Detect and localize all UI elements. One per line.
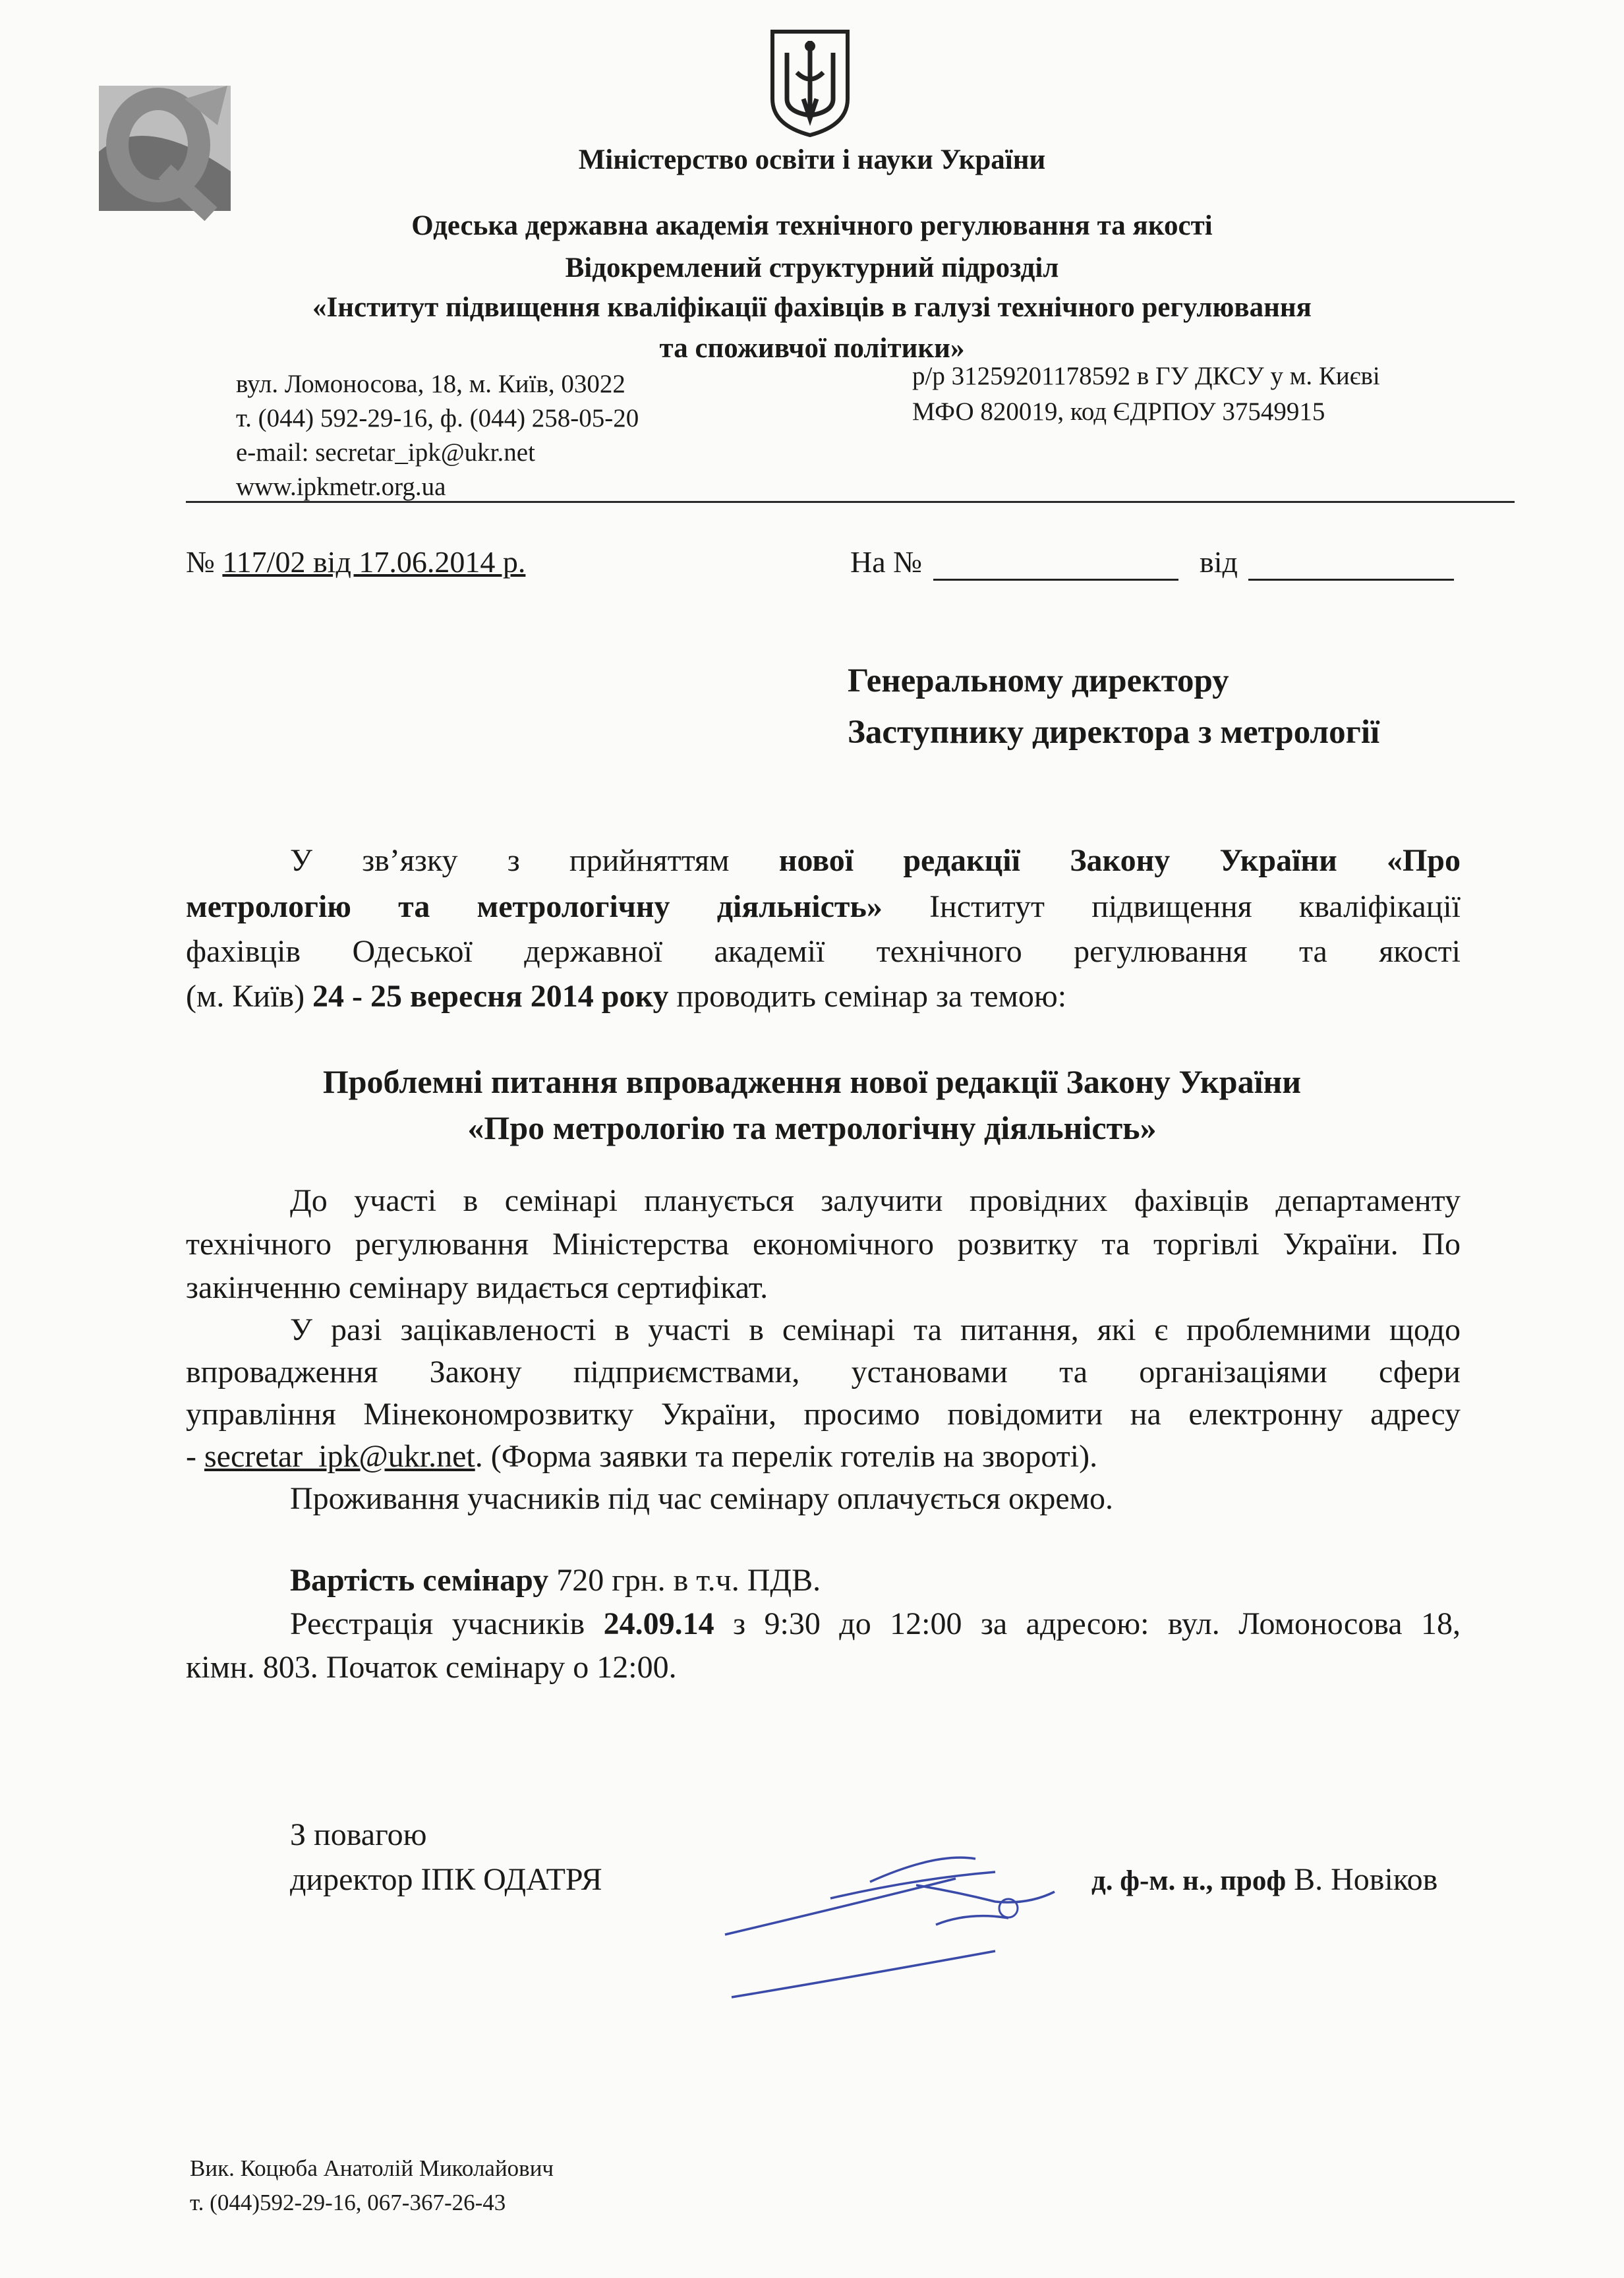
body-p2-line3: управління Мінекономрозвитку України, просимо повідомити на електронну адресу <box>186 1397 1461 1432</box>
addressee-line1: Генеральному директору <box>848 662 1229 699</box>
intro-text-cont: Інститут підвищення кваліфікації <box>882 889 1461 924</box>
handwritten-signature <box>718 1846 1088 2004</box>
intro-city: (м. Київ) <box>186 979 313 1014</box>
incoming-reference <box>850 544 1238 579</box>
closing: З повагою <box>290 1817 427 1852</box>
institute-name-line1: «Інститут підвищення кваліфікації фахівців в галузі технічного регулювання <box>312 292 1312 323</box>
outgoing-number: 117/02 від 17.06.2014 р. <box>222 545 526 579</box>
cost-label: Вартість семінару <box>290 1563 549 1598</box>
body-p3: Проживання учасників під час семінару оплачується окремо. <box>290 1481 1114 1516</box>
from-label: від <box>1200 545 1238 579</box>
phones: т. (044) 592-29-16, ф. (044) 258-05-20 <box>236 404 639 432</box>
registration-details: з 9:30 до 12:00 за адресою: вул. Ломоносова 18, <box>714 1606 1461 1641</box>
dash: - <box>186 1439 204 1474</box>
intro-law-name: нової редакції Закону України «Про <box>778 843 1461 878</box>
body-p2-line4 <box>186 1438 1097 1475</box>
seminar-dates: 24 - 25 вересня 2014 року <box>312 979 669 1014</box>
email: e-mail: secretar_ipk@ukr.net <box>236 438 535 467</box>
intro-line1 <box>290 842 1461 879</box>
address: вул. Ломоносова, 18, м. Київ, 03022 <box>236 370 625 398</box>
registration-line2: кімн. 803. Початок семінару о 12:00. <box>186 1650 677 1685</box>
intro-law-name-cont: метрологію та метрологічну діяльність» <box>186 889 883 924</box>
letterhead-divider <box>186 501 1515 503</box>
seminar-title-line1: Проблемні питання впровадження нової редакції Закону України <box>322 1063 1302 1100</box>
seminar-cost <box>290 1562 821 1598</box>
incoming-number-blank <box>933 579 1178 581</box>
incoming-date-blank <box>1248 579 1454 581</box>
intro-line4 <box>186 978 1066 1014</box>
addressee-line2: Заступнику директора з метрології <box>848 714 1380 751</box>
intro-line2 <box>186 889 1461 925</box>
intro-topic-lead: проводить семінар за темою: <box>668 979 1067 1014</box>
contact-email-link[interactable]: secretar_ipk@ukr.net <box>204 1439 475 1474</box>
registration-label: Реєстрація учасників <box>290 1606 604 1641</box>
signer-degree: д. ф-м. н., проф <box>1091 1865 1287 1896</box>
registration-line1 <box>290 1606 1461 1642</box>
website: www.ipkmetr.org.ua <box>236 473 446 501</box>
outgoing-reference <box>186 544 525 579</box>
seminar-title-line2: «Про метрологію та метрологічну діяльність» <box>467 1109 1157 1146</box>
intro-line3: фахівців Одеської державної академії технічного регулювання та якості <box>186 934 1461 969</box>
body-p2-line1: У разі зацікавленості в участі в семінарі та питання, які є проблемними щодо <box>290 1312 1461 1347</box>
division-name: Відокремлений структурний підрозділ <box>565 252 1059 283</box>
outgoing-prefix: № <box>186 545 223 579</box>
signer-position: директор ІПК ОДАТРЯ <box>290 1862 602 1897</box>
incoming-label: На № <box>850 545 923 579</box>
intro-text: У зв’язку з прийняттям <box>290 843 779 878</box>
cost-value: 720 грн. в т.ч. ПДВ. <box>548 1563 821 1598</box>
signer <box>1091 1861 1437 1898</box>
form-note: . (Форма заявки та перелік готелів на звороті). <box>475 1439 1098 1474</box>
signer-name: В. Новіков <box>1286 1862 1438 1897</box>
institute-name-line2: та споживчої політики» <box>659 333 965 364</box>
academy-name: Одеська державна академія технічного регулювання та якості <box>411 210 1213 241</box>
registration-date: 24.09.14 <box>603 1606 714 1641</box>
executor-name: Вик. Коцюба Анатолій Миколайович <box>190 2155 554 2181</box>
body-p1-line1: До участі в семінарі планується залучити провідних фахівців департаменту <box>290 1183 1461 1218</box>
body-p1-line2: технічного регулювання Міністерства економічного розвитку та торгівлі України. По <box>186 1227 1461 1262</box>
coat-of-arms-icon <box>767 26 853 138</box>
ministry-name: Міністерство освіти і науки України <box>578 144 1046 175</box>
executor-phones: т. (044)592-29-16, 067-367-26-43 <box>190 2190 506 2215</box>
bank-account: р/р 31259201178592 в ГУ ДКСУ у м. Києві <box>912 362 1380 390</box>
body-p2-line2: впровадження Закону підприємствами, установами та організаціями сфери <box>186 1355 1461 1389</box>
bank-codes: МФО 820019, код ЄДРПОУ 37549915 <box>912 397 1325 426</box>
body-p1-line3: закінченню семінару видається сертифікат. <box>186 1270 768 1305</box>
